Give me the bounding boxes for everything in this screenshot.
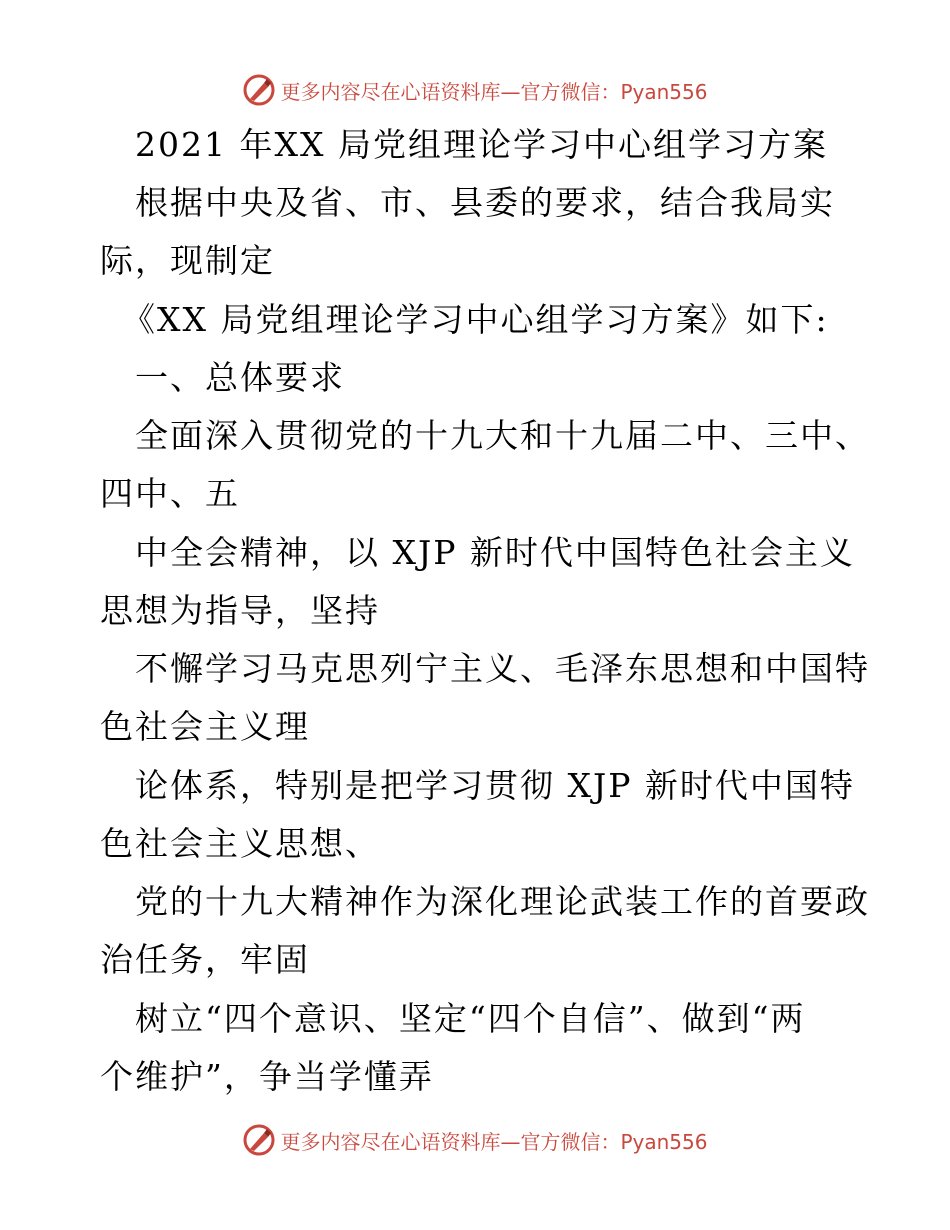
pen-logo-icon <box>242 1123 276 1157</box>
document-title: 2021 年XX 局党组理论学习中心组学习方案 <box>135 125 828 164</box>
paragraph-line: 不懈学习马克思列宁主义、毛泽东思想和中国特 <box>135 649 870 688</box>
watermark-text: 更多内容尽在心语资料库—官方微信：Pyan556 <box>280 1129 708 1154</box>
paragraph-line: 色社会主义思想、 <box>100 824 380 863</box>
paragraph-line: 思想为指导，坚持 <box>100 591 380 630</box>
paragraph-line: 党的十九大精神作为深化理论武装工作的首要政 <box>135 882 870 921</box>
watermark-text: 更多内容尽在心语资料库—官方微信：Pyan556 <box>280 79 708 104</box>
paragraph-line: 根据中央及省、市、县委的要求，结合我局实 <box>135 183 835 222</box>
section-heading: 一、总体要求 <box>135 358 345 397</box>
paragraph-line: 际，现制定 <box>100 241 275 280</box>
header-watermark <box>0 70 950 110</box>
paragraph-line: 树立“四个意识、坚定“四个自信”、做到“两 <box>135 999 806 1038</box>
paragraph-line: 论体系，特别是把学习贯彻 XJP 新时代中国特 <box>135 766 855 805</box>
paragraph-line: 治任务，牢固 <box>100 940 310 979</box>
pen-logo-icon <box>242 73 276 107</box>
paragraph-line: 《XX 局党组理论学习中心组学习方案》如下: <box>122 300 829 339</box>
paragraph-line: 中全会精神，以 XJP 新时代中国特色社会主义 <box>135 533 855 572</box>
paragraph-line: 色社会主义理 <box>100 707 310 746</box>
paragraph-line: 个维护”，争当学懂弄 <box>100 1057 434 1096</box>
paragraph-line: 全面深入贯彻党的十九大和十九届二中、三中、 <box>135 416 870 455</box>
footer-watermark <box>0 1120 950 1160</box>
paragraph-line: 四中、五 <box>100 474 240 513</box>
